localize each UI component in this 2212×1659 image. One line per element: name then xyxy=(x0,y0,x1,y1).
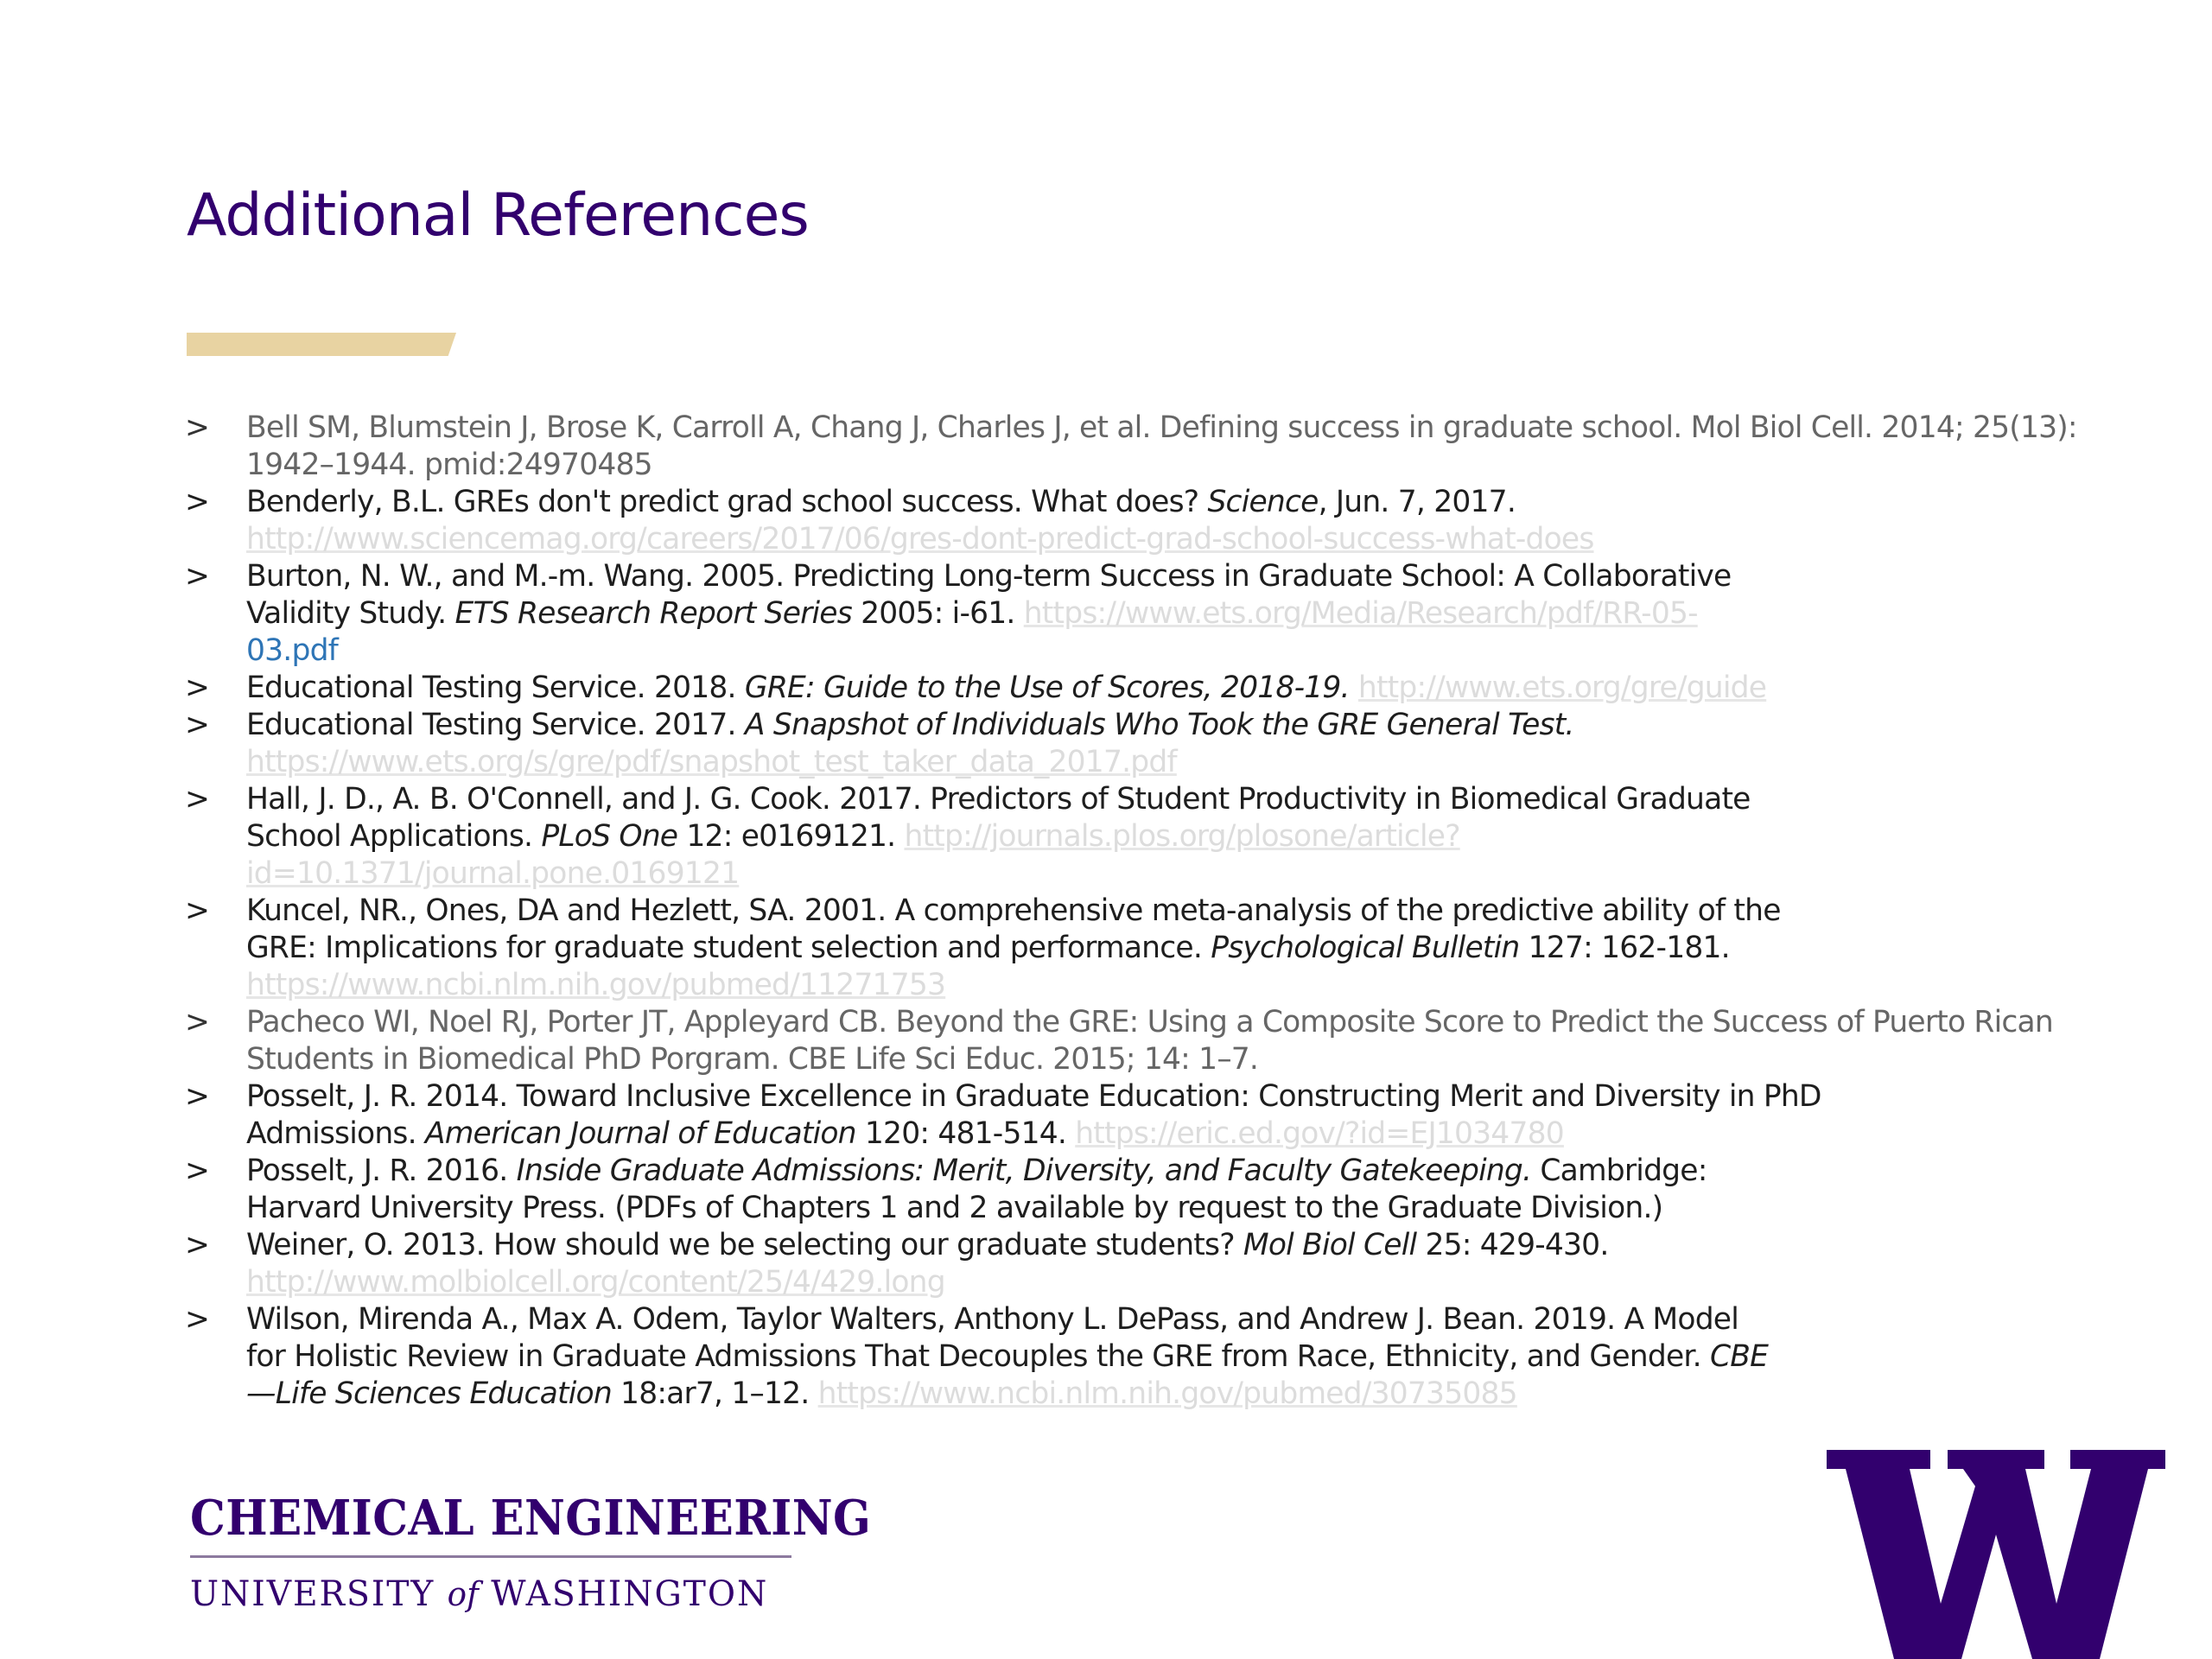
reference-text: 12: e0169121. xyxy=(677,819,905,854)
bullet-chevron-icon: > xyxy=(185,1302,210,1337)
reference-journal: PLoS One xyxy=(541,819,678,854)
reference-link[interactable]: http://www.sciencemag.org/careers/2017/06/gres-dont-predict-grad-school-success-what-does xyxy=(246,522,1594,556)
reference-journal: ETS Research Report Series xyxy=(454,596,852,631)
bullet-chevron-icon: > xyxy=(185,708,210,742)
reference-text: Pacheco WI, Noel RJ, Porter JT, Appleyard CB. Beyond the GRE: Using a Composite Score to Predict the Success of Puerto Rican Students in Biomedical PhD Porgram. CBE Life Sci Educ. 2015; 14: 1–7. xyxy=(246,1005,2053,1077)
reference-text: Hall, J. D., A. B. O'Connell, and J. G. Cook. 2017. Predictors of Student Productivity in Biomedical Graduate School Applications. xyxy=(246,782,1751,854)
reference-link[interactable]: https://eric.ed.gov/?id=EJ1034780 xyxy=(1075,1116,1564,1151)
reference-text: Educational Testing Service. 2017. xyxy=(246,708,745,742)
reference-text: 25: 429-430. xyxy=(1416,1228,1609,1262)
bullet-chevron-icon: > xyxy=(185,893,210,928)
reference-item xyxy=(181,484,1784,558)
bullet-chevron-icon: > xyxy=(185,1079,210,1114)
reference-link[interactable]: http://www.molbiolcell.org/content/25/4/429.long xyxy=(246,1265,945,1300)
reference-text: 18:ar7, 1–12. xyxy=(611,1376,818,1411)
reference-text: Kuncel, NR., Ones, DA and Hezlett, SA. 2001. A comprehensive meta-analysis of the predictive ability of the GRE: Implications for graduate student selection and performance. xyxy=(246,893,1781,965)
bullet-chevron-icon: > xyxy=(185,671,210,705)
accent-bar xyxy=(187,333,456,356)
reference-text: Cambridge: Harvard University Press. (PDFs of Chapters 1 and 2 available by request to the Graduate Division.) xyxy=(246,1154,1707,1225)
reference-item xyxy=(181,558,1784,670)
page-title: Additional References xyxy=(187,181,809,250)
reference-journal: Science xyxy=(1207,485,1319,519)
bullet-chevron-icon: > xyxy=(185,1228,210,1262)
department-name: CHEMICAL ENGINEERING xyxy=(190,1490,872,1547)
reference-list xyxy=(181,410,2169,1413)
reference-text: Posselt, J. R. 2016. xyxy=(246,1154,517,1188)
reference-journal: A Snapshot of Individuals Who Took the GRE General Test. xyxy=(744,708,1574,742)
reference-item xyxy=(181,707,2169,781)
reference-journal: Psychological Bulletin xyxy=(1211,931,1520,965)
bullet-chevron-icon: > xyxy=(185,485,210,519)
reference-item xyxy=(181,1078,1940,1153)
wordmark-divider xyxy=(190,1555,791,1558)
reference-item xyxy=(181,410,2169,484)
department-wordmark xyxy=(190,1488,934,1620)
reference-link[interactable]: https://www.ncbi.nlm.nih.gov/pubmed/30735085 xyxy=(817,1376,1517,1411)
uw-w-logo-icon xyxy=(1827,1450,2165,1659)
reference-link[interactable]: http://journals.plos.org/plosone/article?id=10.1371/journal.pone.0169121 xyxy=(246,819,1460,891)
reference-text: Bell SM, Blumstein J, Brose K, Carroll A, Chang J, Charles J, et al. Defining success in graduate school. Mol Biol Cell. 2014; 25(13): 1942–1944. pmid:24970485 xyxy=(246,410,2077,482)
reference-link[interactable]: https://www.ets.org/Media/Research/pdf/RR-05- xyxy=(1023,596,1698,631)
reference-item xyxy=(181,781,1784,893)
reference-journal: Mol Biol Cell xyxy=(1243,1228,1417,1262)
bullet-chevron-icon: > xyxy=(185,782,210,817)
reference-journal: GRE: Guide to the Use of Scores, 2018-19. xyxy=(744,671,1350,705)
bullet-chevron-icon: > xyxy=(185,410,210,445)
reference-link-continued[interactable]: 03.pdf xyxy=(246,633,339,668)
reference-item xyxy=(181,1227,1784,1301)
reference-journal: CBE—Life Sciences Education xyxy=(246,1339,1769,1411)
reference-text: Wilson, Mirenda A., Max A. Odem, Taylor Walters, Anthony L. DePass, and Andrew J. Bean. 2019. A Model for Holistic Review in Graduate Admissions That Decouples the GRE from Race, Ethnicity, and Gender. xyxy=(246,1302,1738,1374)
reference-text: 127: 162-181. xyxy=(1519,931,1730,965)
reference-text: Weiner, O. 2013. How should we be selecting our graduate students? xyxy=(246,1228,1243,1262)
reference-link[interactable]: https://www.ets.org/s/gre/pdf/snapshot_test_taker_data_2017.pdf xyxy=(246,745,1177,779)
reference-text: Benderly, B.L. GREs don't predict grad school success. What does? xyxy=(246,485,1208,519)
reference-text: Burton, N. W., and M.-m. Wang. 2005. Predicting Long-term Success in Graduate School: A Collaborative Validity Study. xyxy=(246,559,1732,631)
reference-link[interactable]: http://www.ets.org/gre/guide xyxy=(1357,671,1767,705)
reference-journal: Inside Graduate Admissions: Merit, Diversity, and Faculty Gatekeeping. xyxy=(516,1154,1532,1188)
reference-item xyxy=(181,893,1784,1004)
reference-text: Posselt, J. R. 2014. Toward Inclusive Excellence in Graduate Education: Constructing Merit and Diversity in PhD Admissions. xyxy=(246,1079,1821,1151)
bullet-chevron-icon: > xyxy=(185,1005,210,1039)
reference-text: Educational Testing Service. 2018. xyxy=(246,671,745,705)
reference-journal: American Journal of Education xyxy=(424,1116,856,1151)
reference-item xyxy=(181,670,2169,707)
reference-text xyxy=(1350,671,1358,705)
reference-text: , Jun. 7, 2017. xyxy=(1318,485,1516,519)
reference-link[interactable]: https://www.ncbi.nlm.nih.gov/pubmed/11271753 xyxy=(246,968,946,1002)
reference-item xyxy=(181,1301,1784,1413)
reference-text: 2005: i-61. xyxy=(851,596,1024,631)
university-name: UNIVERSITY of WASHINGTON xyxy=(190,1574,769,1614)
reference-item xyxy=(181,1004,2169,1078)
reference-text: 120: 481-514. xyxy=(855,1116,1076,1151)
bullet-chevron-icon: > xyxy=(185,1154,210,1188)
bullet-chevron-icon: > xyxy=(185,559,210,594)
reference-item xyxy=(181,1153,1784,1227)
